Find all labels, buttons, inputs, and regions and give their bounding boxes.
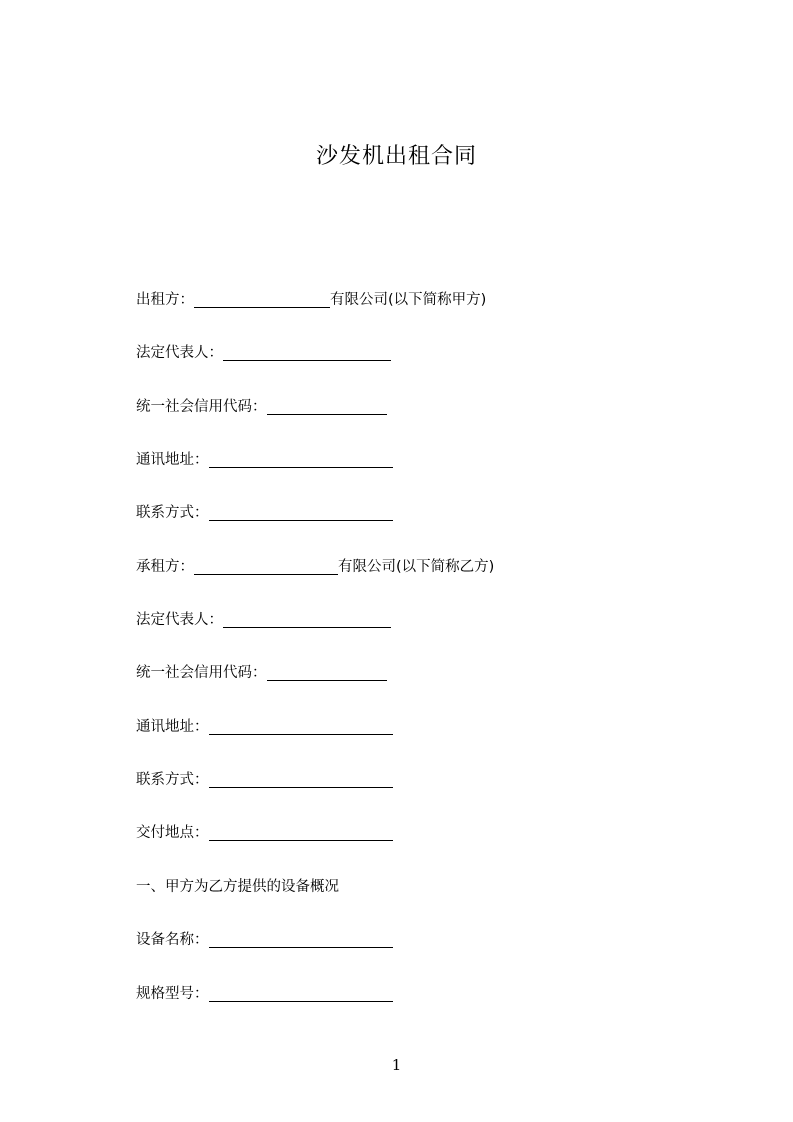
model-label: 规格型号： [136, 986, 209, 1002]
lessee-credit-code-blank [267, 663, 387, 681]
lessee-contact-line [136, 769, 393, 791]
lessor-address-line [136, 449, 393, 471]
lessor-credit-code-label: 统一社会信用代码： [136, 399, 267, 415]
lessee-legal-rep-label: 法定代表人： [136, 612, 223, 628]
lessor-legal-rep-blank [223, 343, 391, 361]
delivery-location-line [136, 822, 393, 844]
lessee-address-line [136, 716, 393, 738]
lessee-suffix: 有限公司(以下简称乙方) [338, 559, 495, 575]
lessor-legal-rep-line [136, 342, 391, 364]
model-line [136, 983, 393, 1005]
lessee-contact-label: 联系方式： [136, 772, 209, 788]
lessor-credit-code-blank [267, 397, 387, 415]
lessee-credit-code-label: 统一社会信用代码： [136, 665, 267, 681]
lessor-label: 出租方： [136, 292, 194, 308]
device-name-label: 设备名称： [136, 932, 209, 948]
lessor-credit-code-line [136, 396, 387, 418]
lessee-legal-rep-line [136, 609, 391, 631]
device-name-line [136, 929, 393, 951]
lessor-name-blank [194, 290, 330, 308]
lessee-name-blank [194, 557, 338, 575]
lessor-address-blank [209, 450, 393, 468]
delivery-location-label: 交付地点： [136, 825, 209, 841]
lessor-contact-blank [209, 503, 393, 521]
lessee-contact-blank [209, 770, 393, 788]
lessee-label: 承租方： [136, 559, 194, 575]
lessee-line [136, 556, 494, 578]
lessor-address-label: 通讯地址： [136, 452, 209, 468]
document-title: 沙发机出租合同 [315, 144, 477, 169]
lessee-legal-rep-blank [223, 610, 391, 628]
lessee-address-label: 通讯地址： [136, 719, 209, 735]
section-1-heading [136, 876, 339, 898]
lessee-credit-code-line [136, 662, 387, 684]
lessee-address-blank [209, 717, 393, 735]
lessor-contact-label: 联系方式： [136, 505, 209, 521]
lessor-contact-line [136, 502, 393, 524]
model-blank [209, 984, 393, 1002]
section-1-heading-text: 一、甲方为乙方提供的设备概况 [136, 879, 339, 895]
lessor-line [136, 289, 486, 311]
device-name-blank [209, 930, 393, 948]
delivery-location-blank [209, 823, 393, 841]
lessor-legal-rep-label: 法定代表人： [136, 345, 223, 361]
page-number: 1 [391, 1056, 402, 1074]
lessor-suffix: 有限公司(以下简称甲方) [330, 292, 487, 308]
